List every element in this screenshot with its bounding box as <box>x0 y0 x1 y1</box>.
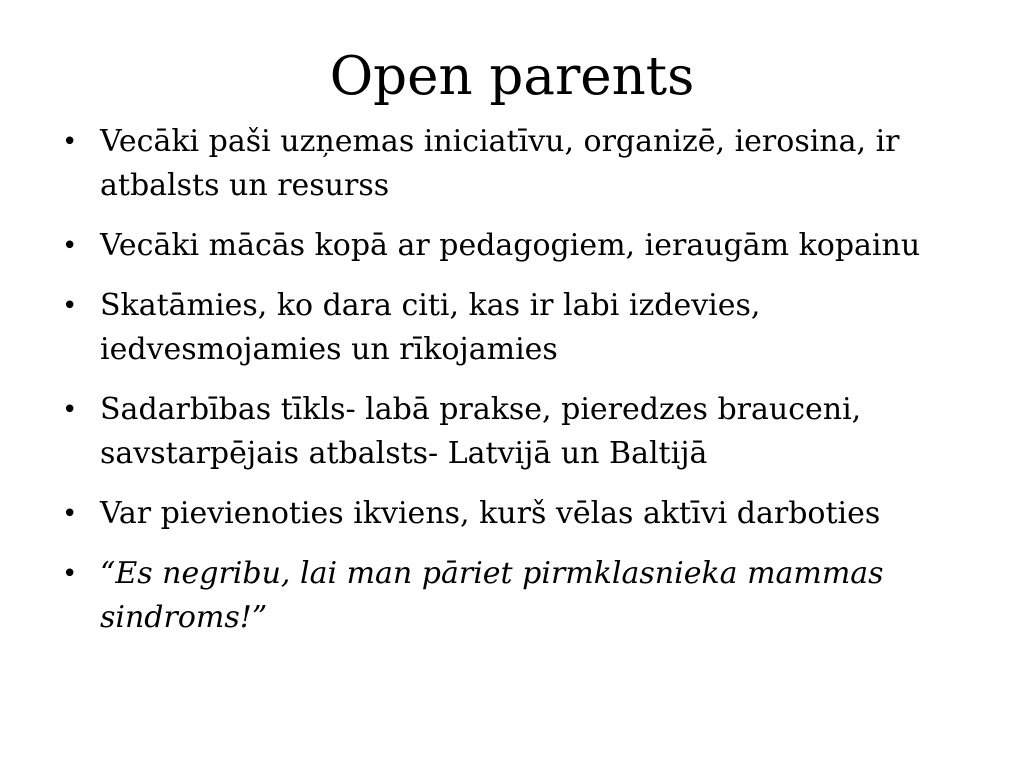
bullet-item <box>60 120 970 208</box>
bullet-text: Sadarbības tīkls- labā prakse, pieredzes brauceni, savstarpējais atbalsts- Latvijā un Baltijā <box>100 392 862 471</box>
bullet-item <box>60 492 970 536</box>
bullet-dot-icon: • <box>62 127 78 157</box>
bullet-text-quote: “Es negribu, lai man pāriet pirmklasnieka mammas sindroms!” <box>100 556 884 635</box>
bullet-item <box>60 388 970 476</box>
bullet-item <box>60 224 970 268</box>
bullet-text: Skatāmies, ko dara citi, kas ir labi izdevies, iedvesmojamies un rīkojamies <box>100 288 761 367</box>
bullet-dot-icon: • <box>62 231 78 261</box>
bullet-dot-icon: • <box>62 395 78 425</box>
bullet-dot-icon: • <box>62 291 78 321</box>
bullet-text: Vecāki paši uzņemas iniciatīvu, organizē, ierosina, ir atbalsts un resurss <box>100 124 900 203</box>
bullet-item <box>60 284 970 372</box>
slide-title: Open parents <box>329 46 695 107</box>
bullet-dot-icon: • <box>62 499 78 529</box>
bullet-text: Var pievienoties ikviens, kurš vēlas aktīvi darboties <box>100 496 881 531</box>
bullet-list <box>60 120 970 656</box>
bullet-item-quote <box>60 552 970 640</box>
bullet-dot-icon: • <box>62 559 78 589</box>
bullet-text: Vecāki mācās kopā ar pedagogiem, ieraugām kopainu <box>100 228 921 263</box>
